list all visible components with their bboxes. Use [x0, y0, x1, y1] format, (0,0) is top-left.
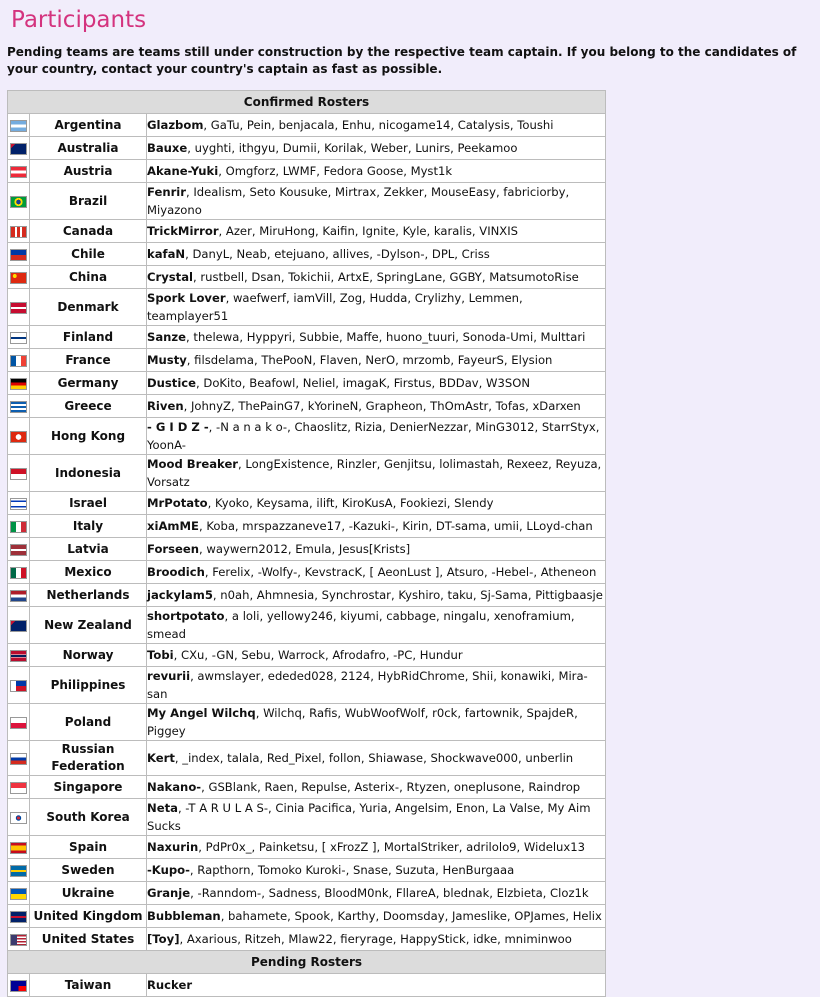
team-members: , Koba, mrspazzaneve17, -Kazuki-, Kirin, DT-sama, umii, LLoyd-chan	[198, 519, 593, 533]
table-row	[8, 799, 606, 836]
flag-taiwan-icon	[10, 980, 27, 992]
table-row	[8, 667, 606, 704]
flag-cell	[8, 882, 30, 905]
table-row	[8, 220, 606, 243]
players-cell	[147, 882, 606, 905]
country-name: Singapore	[30, 776, 147, 799]
flag-france-icon	[10, 355, 27, 367]
table-row	[8, 538, 606, 561]
team-captain: Nakano-	[147, 780, 202, 794]
table-row	[8, 905, 606, 928]
players-cell	[147, 326, 606, 349]
flag-cell	[8, 183, 30, 220]
table-row	[8, 289, 606, 326]
team-captain: Spork Lover	[147, 291, 226, 305]
flag-italy-icon	[10, 521, 27, 533]
team-captain: Broodich	[147, 565, 205, 579]
country-name: New Zealand	[30, 607, 147, 644]
table-row	[8, 183, 606, 220]
country-name: Austria	[30, 160, 147, 183]
flag-denmark-icon	[10, 302, 27, 314]
players-cell	[147, 799, 606, 836]
flag-cell	[8, 644, 30, 667]
table-row	[8, 776, 606, 799]
flag-finland-icon	[10, 332, 27, 344]
flag-sweden-icon	[10, 865, 27, 877]
intro-text: Pending teams are teams still under construction by the respective team captain. If you belong to the candidates of your country, contact your country's captain as fast as possible.	[7, 45, 797, 76]
team-captain: Dustice	[147, 376, 197, 390]
players-cell	[147, 584, 606, 607]
team-captain: Naxurin	[147, 840, 199, 854]
page-title: Participants	[11, 7, 147, 33]
flag-canada-icon	[10, 226, 27, 238]
team-captain: Glazbom	[147, 118, 204, 132]
flag-united-kingdom-icon	[10, 911, 27, 923]
table-row	[8, 561, 606, 584]
team-members: , Omgforz, LWMF, Fedora Goose, Myst1k	[218, 164, 453, 178]
flag-cell	[8, 372, 30, 395]
players-cell	[147, 607, 606, 644]
flag-cell	[8, 243, 30, 266]
flag-cell	[8, 776, 30, 799]
players-cell	[147, 372, 606, 395]
team-captain: Sanze	[147, 330, 187, 344]
flag-australia-icon	[10, 143, 27, 155]
table-row	[8, 326, 606, 349]
team-captain: Kert	[147, 751, 175, 765]
country-name: Ukraine	[30, 882, 147, 905]
team-members: , waefwerf, iamVill, Zog, Hudda, Crylizhy, Lemmen, teamplayer51	[147, 291, 523, 323]
team-captain: My Angel Wilchq	[147, 706, 256, 720]
players-cell	[147, 644, 606, 667]
table-row	[8, 859, 606, 882]
team-captain: [Toy]	[147, 932, 180, 946]
team-members: , uyghti, ithgyu, Dumii, Korilak, Weber, Lunirs, Peekamoo	[187, 141, 518, 155]
flag-poland-icon	[10, 717, 27, 729]
team-captain: Forseen	[147, 542, 200, 556]
flag-cell	[8, 561, 30, 584]
flag-cell	[8, 704, 30, 741]
players-cell	[147, 538, 606, 561]
flag-cell	[8, 455, 30, 492]
table-row	[8, 455, 606, 492]
country-name: United Kingdom	[30, 905, 147, 928]
team-captain: Granje	[147, 886, 191, 900]
players-cell	[147, 492, 606, 515]
flag-united-states-icon	[10, 934, 27, 946]
players-cell	[147, 220, 606, 243]
pending-rosters-header-row	[8, 951, 606, 974]
flag-mexico-icon	[10, 567, 27, 579]
country-name: Australia	[30, 137, 147, 160]
players-cell	[147, 928, 606, 951]
flag-israel-icon	[10, 498, 27, 510]
players-cell	[147, 114, 606, 137]
flag-cell	[8, 667, 30, 704]
flag-cell	[8, 220, 30, 243]
country-name: China	[30, 266, 147, 289]
team-members: , Ferelix, -Wolfy-, KevstracK, [ AeonLust ], Atsuro, -Hebel-, Atheneon	[204, 565, 597, 579]
country-name: Italy	[30, 515, 147, 538]
team-members: , filsdelama, ThePooN, Flaven, NerO, mrzomb, FayeurS, Elysion	[186, 353, 553, 367]
team-captain: Musty	[147, 353, 187, 367]
team-members: , Rapthorn, Tomoko Kuroki-, Snase, Suzuta, HenBurgaaa	[189, 863, 515, 877]
team-captain: jackylam5	[147, 588, 213, 602]
table-row	[8, 882, 606, 905]
flag-cell	[8, 492, 30, 515]
flag-cell	[8, 799, 30, 836]
team-members: , bahamete, Spook, Karthy, Doomsday, Jameslike, OPJames, Helix	[220, 909, 602, 923]
flag-singapore-icon	[10, 782, 27, 794]
team-captain: Bauxe	[147, 141, 188, 155]
team-members: , DoKito, Beafowl, Neliel, imagaK, Firstus, BDDav, W3SON	[196, 376, 531, 390]
table-row	[8, 928, 606, 951]
team-members: , thelewa, Hyppyri, Subbie, Maffe, huono_tuuri, Sonoda-Umi, Multtari	[186, 330, 586, 344]
flag-china-icon	[10, 272, 27, 284]
team-captain: Neta	[147, 801, 178, 815]
country-name: Latvia	[30, 538, 147, 561]
flag-cell	[8, 418, 30, 455]
players-cell	[147, 905, 606, 928]
players-cell	[147, 418, 606, 455]
team-captain: - G I D Z -	[147, 420, 209, 434]
team-members: , _index, talala, Red_Pixel, follon, Shiawase, Shockwave000, unberlin	[174, 751, 574, 765]
team-members: , awmslayer, ededed028, 2124, HybRidChrome, Shii, konawiki, Mira-san	[147, 669, 588, 701]
flag-cell	[8, 289, 30, 326]
players-cell	[147, 137, 606, 160]
team-captain: kafaN	[147, 247, 186, 261]
table-row	[8, 584, 606, 607]
country-name: France	[30, 349, 147, 372]
country-name: Poland	[30, 704, 147, 741]
flag-germany-icon	[10, 378, 27, 390]
team-members: , CXu, -GN, Sebu, Warrock, Afrodafro, -PC, Hundur	[173, 648, 463, 662]
table-row	[8, 160, 606, 183]
flag-cell	[8, 137, 30, 160]
flag-argentina-icon	[10, 120, 27, 132]
country-name: Norway	[30, 644, 147, 667]
flag-ukraine-icon	[10, 888, 27, 900]
team-captain: revurii	[147, 669, 191, 683]
country-name: Argentina	[30, 114, 147, 137]
table-row	[8, 741, 606, 776]
players-cell	[147, 704, 606, 741]
players-cell	[147, 561, 606, 584]
table-row	[8, 836, 606, 859]
flag-cell	[8, 836, 30, 859]
table-row	[8, 515, 606, 538]
team-members: , Azer, MiruHong, Kaifin, Ignite, Kyle, karalis, VINXIS	[218, 224, 519, 238]
players-cell	[147, 289, 606, 326]
country-name: Chile	[30, 243, 147, 266]
team-captain: Crystal	[147, 270, 194, 284]
team-members: , n0ah, Ahmnesia, Synchrostar, Kyshiro, taku, Sj-Sama, Pittigbaasje	[212, 588, 603, 602]
players-cell	[147, 741, 606, 776]
team-members: , Axarious, Ritzeh, Mlaw22, fieryrage, HappyStick, idke, mniminwoo	[179, 932, 572, 946]
roster-table	[7, 90, 606, 997]
team-captain: xiAmME	[147, 519, 199, 533]
team-members: , -N a n a k o-, Chaoslitz, Rizia, DenierNezzar, MinG3012, StarrStyx, YoonA-	[147, 420, 600, 452]
team-members: , LongExistence, Rinzler, Genjitsu, lolimastah, Rexeez, Reyuza, Vorsatz	[147, 457, 602, 489]
country-name: Taiwan	[30, 974, 147, 997]
country-name: Spain	[30, 836, 147, 859]
country-name: Russian Federation	[30, 741, 147, 776]
flag-russian-federation-icon	[10, 753, 27, 765]
flag-cell	[8, 114, 30, 137]
flag-brazil-icon	[10, 196, 27, 208]
players-cell	[147, 859, 606, 882]
players-cell	[147, 974, 606, 997]
table-row	[8, 492, 606, 515]
flag-spain-icon	[10, 842, 27, 854]
table-row	[8, 266, 606, 289]
flag-cell	[8, 859, 30, 882]
team-members: , -T A R U L A S-, Cinia Pacifica, Yuria, Angelsim, Enon, La Valse, My Aim Sucks	[147, 801, 591, 833]
team-members: , a loli, yellowy246, kiyumi, cabbage, ningalu, xenoframium, smead	[147, 609, 575, 641]
flag-cell	[8, 928, 30, 951]
flag-indonesia-icon	[10, 468, 27, 480]
team-members: , -Ranndom-, Sadness, BloodM0nk, FllareA, blednak, Elzbieta, Cloz1k	[190, 886, 589, 900]
country-name: Denmark	[30, 289, 147, 326]
team-captain: Riven	[147, 399, 184, 413]
flag-cell	[8, 584, 30, 607]
team-members: , waywern2012, Emula, Jesus[Krists]	[199, 542, 411, 556]
flag-greece-icon	[10, 401, 27, 413]
country-name: Hong Kong	[30, 418, 147, 455]
flag-latvia-icon	[10, 544, 27, 556]
table-row	[8, 243, 606, 266]
flag-netherlands-icon	[10, 590, 27, 602]
country-name: Philippines	[30, 667, 147, 704]
flag-chile-icon	[10, 249, 27, 261]
country-name: Netherlands	[30, 584, 147, 607]
team-members: , Kyoko, Keysama, ilift, KiroKusA, Fookiezi, Slendy	[207, 496, 494, 510]
confirmed-rosters-header: Confirmed Rosters	[8, 91, 606, 114]
roster-body	[8, 91, 606, 997]
players-cell	[147, 160, 606, 183]
table-row	[8, 704, 606, 741]
players-cell	[147, 667, 606, 704]
team-members: , JohnyZ, ThePainG7, kYorineN, Grapheon, ThOmAstr, Tofas, xDarxen	[183, 399, 581, 413]
players-cell	[147, 349, 606, 372]
country-name: Canada	[30, 220, 147, 243]
flag-cell	[8, 741, 30, 776]
flag-cell	[8, 607, 30, 644]
team-captain: Rucker	[147, 978, 193, 992]
table-row	[8, 418, 606, 455]
country-name: Brazil	[30, 183, 147, 220]
team-captain: TrickMirror	[147, 224, 219, 238]
flag-norway-icon	[10, 650, 27, 662]
flag-new-zealand-icon	[10, 620, 27, 632]
country-name: Israel	[30, 492, 147, 515]
country-name: South Korea	[30, 799, 147, 836]
team-members: , rustbell, Dsan, Tokichii, ArtxE, SpringLane, GGBY, MatsumotoRise	[193, 270, 579, 284]
flag-austria-icon	[10, 166, 27, 178]
players-cell	[147, 455, 606, 492]
team-captain: Tobi	[147, 648, 174, 662]
players-cell	[147, 776, 606, 799]
flag-hong-kong-icon	[10, 431, 27, 443]
flag-cell	[8, 974, 30, 997]
table-row	[8, 137, 606, 160]
table-row	[8, 644, 606, 667]
table-row	[8, 349, 606, 372]
flag-cell	[8, 326, 30, 349]
team-captain: shortpotato	[147, 609, 225, 623]
table-row	[8, 974, 606, 997]
table-row	[8, 114, 606, 137]
flag-cell	[8, 160, 30, 183]
country-name: United States	[30, 928, 147, 951]
country-name: Germany	[30, 372, 147, 395]
confirmed-rosters-header-row	[8, 91, 606, 114]
team-members: , GaTu, Pein, benjacala, Enhu, nicogame14, Catalysis, Toushi	[203, 118, 554, 132]
team-captain: Bubbleman	[147, 909, 221, 923]
flag-cell	[8, 905, 30, 928]
team-captain: -Kupo-	[147, 863, 190, 877]
country-name: Sweden	[30, 859, 147, 882]
country-name: Mexico	[30, 561, 147, 584]
table-row	[8, 395, 606, 418]
country-name: Finland	[30, 326, 147, 349]
flag-cell	[8, 395, 30, 418]
players-cell	[147, 395, 606, 418]
team-members: , Idealism, Seto Kousuke, Mirtrax, Zekker, MouseEasy, fabriciorby, Miyazono	[147, 185, 570, 217]
team-captain: Akane-Yuki	[147, 164, 219, 178]
flag-cell	[8, 349, 30, 372]
table-row	[8, 372, 606, 395]
pending-rosters-header: Pending Rosters	[8, 951, 606, 974]
players-cell	[147, 515, 606, 538]
flag-philippines-icon	[10, 680, 27, 692]
team-captain: Mood Breaker	[147, 457, 239, 471]
team-captain: Fenrir	[147, 185, 186, 199]
flag-cell	[8, 515, 30, 538]
country-name: Indonesia	[30, 455, 147, 492]
team-captain: MrPotato	[147, 496, 208, 510]
flag-cell	[8, 266, 30, 289]
players-cell	[147, 266, 606, 289]
team-members: , Wilchq, Rafis, WubWoofWolf, r0ck, fartownik, SpajdeR, Piggey	[147, 706, 578, 738]
players-cell	[147, 243, 606, 266]
country-name: Greece	[30, 395, 147, 418]
table-row	[8, 607, 606, 644]
team-members: , PdPr0x_, Painketsu, [ xFrozZ ], MortalStriker, adrilolo9, Widelux13	[198, 840, 586, 854]
players-cell	[147, 183, 606, 220]
team-members: , DanyL, Neab, etejuano, allives, -Dylson-, DPL, Criss	[185, 247, 490, 261]
team-members: , GSBlank, Raen, Repulse, Asterix-, Rtyzen, oneplusone, Raindrop	[201, 780, 581, 794]
players-cell	[147, 836, 606, 859]
flag-south-korea-icon	[10, 812, 27, 824]
flag-cell	[8, 538, 30, 561]
